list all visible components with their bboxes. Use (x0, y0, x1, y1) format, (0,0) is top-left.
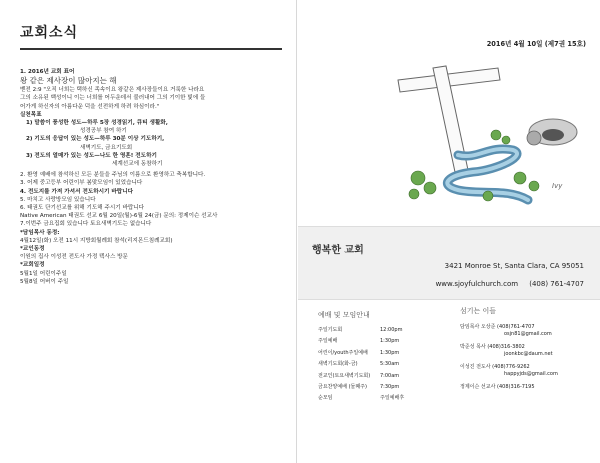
staff-email[interactable]: happyjds@gmail.com (504, 371, 558, 377)
drawing-signature: Ivy (552, 182, 563, 190)
news-line: 어가게 하신자의 아름다운 덕을 선전하게 하려 하심이라." (20, 103, 160, 110)
staff-email[interactable]: osjn81@gmail.com (504, 331, 552, 337)
news-line: 1) 말씀이 풍성한 성도—하루 5장 성경읽기, 큐티 생활화, (26, 120, 168, 127)
church-address: 3421 Monroe St, Santa Clara, CA 95051 (444, 262, 584, 270)
schedule-name: 전교인(토요새벽기도회) (318, 372, 371, 379)
schedule-name: 순모임 (318, 395, 333, 402)
schedule-name: 주일예배 (318, 338, 338, 345)
schedule-row (318, 325, 456, 336)
news-line: 왕 같은 제사장이 많아지는 해 (20, 76, 117, 86)
page-title: 교회소식 (20, 25, 79, 41)
news-line: 4. 전도지를 가져 가셔서 전도하시기 바랍니다 (20, 188, 134, 195)
church-phone: (408) 761-4707 (529, 280, 584, 288)
church-contact (436, 280, 584, 288)
news-list (20, 68, 288, 286)
church-info-box (298, 226, 600, 300)
news-line: 세계선교에 동참하기 (112, 161, 163, 168)
schedule-row (318, 382, 456, 393)
title-divider (20, 48, 282, 50)
staff-list (460, 324, 596, 397)
news-line: 4월12일(화) 오전 11시 지방회월례회 참석(리지몬드침례교회) (20, 237, 173, 244)
news-line: 2. 환영 예배에 참석하신 모든 분들을 주님의 이름으로 환영하고 축복합니다. (20, 172, 206, 179)
schedule-row (318, 359, 456, 370)
news-line: 5월8일 어버이 주일 (20, 278, 69, 285)
schedule-time: 주일예배후 (380, 395, 405, 402)
staff-phone: (408)761-4707 (497, 324, 535, 330)
staff-role: 이성진 전도사 (460, 364, 491, 370)
schedule-time: 1:30pm (380, 349, 400, 356)
staff-role: 정제이슨 선교사 (460, 384, 496, 390)
schedule-time: 7:30pm (380, 384, 400, 391)
staff-role: 담임목사 오상준 (460, 324, 496, 330)
left-page (0, 0, 297, 463)
schedule-name: 금요찬양예배 (둘째주) (318, 384, 367, 391)
schedule-name: 어린이/youth주일예배 (318, 349, 368, 356)
news-line: 그의 소유된 백성이니 이는 너희를 어두운데서 불러내어 그의 기이한 빛에 들 (20, 95, 206, 102)
news-line: 성경공부 참여 하기 (80, 128, 127, 135)
news-line: 6. 태권도 단기선교를 위해 기도해 주시기 바랍니다 (20, 205, 145, 212)
schedule-row (318, 336, 456, 347)
schedule-list (318, 325, 456, 405)
schedule-row (318, 348, 456, 359)
schedule-time: 5:30am (380, 361, 400, 368)
schedule-name: 주일기도회 (318, 327, 343, 333)
staff-role-phone (460, 344, 596, 351)
issue-date: 2016년 4월 10일 (제7권 15호) (486, 40, 586, 48)
staff-email[interactable]: joonkbc@daum.net (504, 351, 553, 357)
church-name: 행복한 교회 (312, 245, 364, 256)
staff-role: 박준성 목사 (460, 344, 486, 350)
right-page (298, 0, 600, 463)
news-line: 5월1일 어린이주일 (20, 270, 67, 277)
news-line: 이원의 집사 이성전 전도사 가정 텍사스 방문 (20, 254, 128, 261)
news-line: *교인동정 (20, 246, 45, 253)
news-line: 5. 마치고 사랑방모임 있습니다 (20, 196, 96, 203)
page-title-area (20, 22, 78, 42)
news-line: 2) 기도의 응답이 있는 성도—하루 30분 이상 기도하기, (26, 136, 165, 143)
news-line: 3. 어제 중고등부 어린이부 봄맞모임이 있었습니다 (20, 180, 143, 187)
news-line: 새벽기도, 금요기도회 (80, 144, 133, 151)
news-line: Native American 태권도 선교 6월 20일(월)-6월 24(금) 문의: 정제이슨 선교사 (20, 213, 218, 220)
news-line: 7.이번주 금요집회 있습니다 토요새벽기도는 없습니다 (20, 221, 152, 228)
schedule-name: 새벽기도회(화-금) (318, 361, 358, 368)
schedule-row (318, 371, 456, 382)
schedule-time: 1:30pm (380, 338, 400, 345)
staff-phone: (408)776-9262 (492, 364, 530, 370)
staff-role-phone (460, 384, 596, 391)
staff-title: 섬기는 이들 (460, 307, 497, 315)
staff-role-phone (460, 324, 596, 331)
schedule-time: 12:00pm (380, 327, 403, 333)
staff-phone: (408)316-7195 (497, 384, 535, 390)
schedule-time: 7:00am (380, 372, 400, 379)
news-line: *교회일정 (20, 262, 45, 269)
news-line: 1. 2016년 교회 표어 (20, 69, 75, 75)
schedule-row (318, 393, 456, 404)
news-line: 벧전 2:9 "오직 너희는 택하신 족속이요 왕같은 제사장들이요 거룩한 나라요 (20, 87, 205, 94)
news-line: 3) 전도의 열매가 있는 성도—나도 한 영혼! 전도하기 (26, 152, 157, 159)
news-line: 실천목표 (20, 111, 42, 118)
staff-phone: (408)316-3802 (487, 344, 525, 350)
news-line: *담임목사 동정: (20, 229, 60, 236)
church-website[interactable]: www.sjoyfulchurch.com (435, 280, 519, 288)
cross-river-illustration (378, 60, 584, 210)
staff-role-phone (460, 364, 596, 371)
schedule-title: 예배 및 모임안내 (318, 311, 370, 319)
tomb-drawing (527, 119, 577, 145)
